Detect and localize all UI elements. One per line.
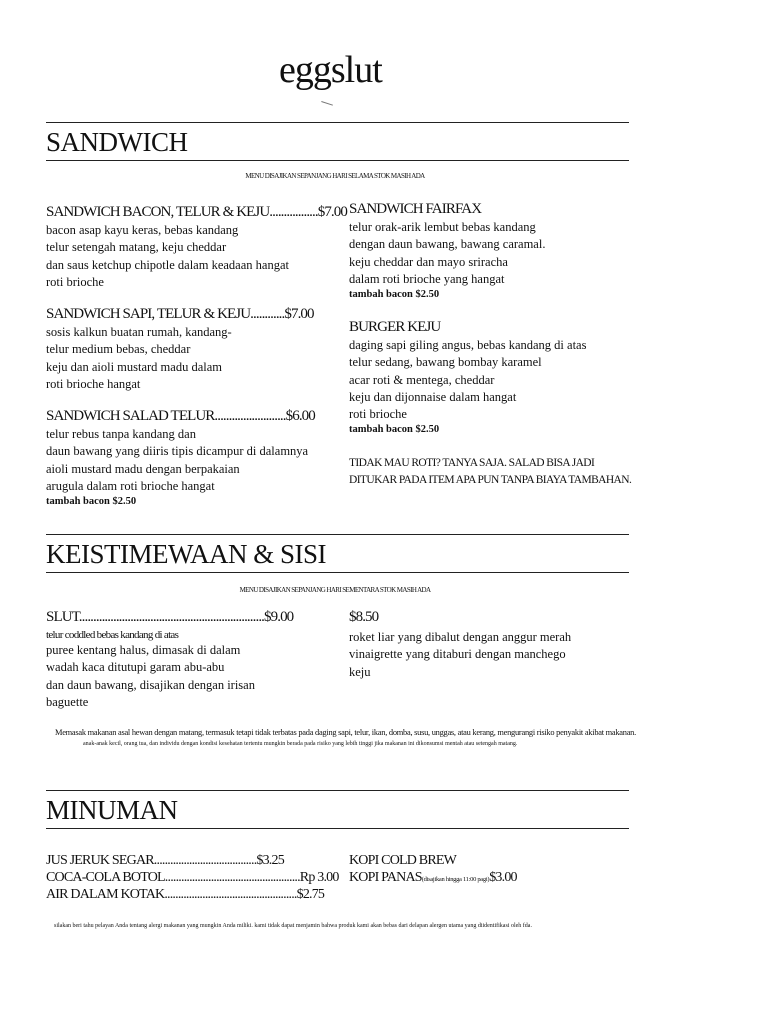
menu-item-slut	[46, 608, 293, 711]
description-line: dan saus ketchup chipotle dalam keadaan hangat	[46, 257, 289, 272]
menu-item	[46, 407, 315, 509]
item-title: SANDWICH FAIRFAX	[349, 201, 482, 217]
description-line: puree kentang halus, dimasak di dalam	[46, 643, 241, 657]
drink-price: $3.00	[489, 870, 517, 885]
description-line: sosis kalkun buatan rumah, kandang-	[46, 325, 232, 339]
description-line: roti brioche	[46, 274, 104, 289]
bread-swap-notice	[349, 455, 631, 489]
availability-note: MENU DISAJIKAN SEPANJANG HARI SEMENTARA STOK MASIH ADA	[239, 586, 431, 594]
description-line: acar roti & mentega, cheddar	[349, 372, 495, 387]
description-line: telur sedang, bawang bombay karamel	[349, 355, 542, 370]
item-title: SANDWICH SALAD TELUR.........................$6.00	[46, 408, 315, 424]
description-line: bacon asap kayu keras, bebas kandang	[46, 223, 239, 237]
description-line: keju dan aioli mustard madu dalam	[46, 359, 222, 374]
item-description	[46, 426, 315, 495]
addon-bacon: tambah bacon $2.50	[46, 496, 137, 508]
section-divider-top	[46, 122, 629, 123]
drink-item-cold-brew: KOPI COLD BREW	[349, 853, 457, 868]
description-line: dalam roti brioche yang hangat	[349, 271, 505, 286]
description-line: telur medium bebas, cheddar	[46, 342, 191, 357]
item-subtitle: telur coddled bebas kandang di atas	[46, 629, 179, 641]
salad-description	[349, 629, 571, 681]
item-description	[46, 642, 293, 711]
item-description	[46, 222, 347, 291]
menu-item	[46, 305, 314, 393]
notice-line: TIDAK MAU ROTI? TANYA SAJA. SALAD BISA JADI	[349, 457, 595, 469]
drink-item: COCA-COLA BOTOL..................................................Rp 3.00	[46, 870, 339, 885]
food-safety-warning: Memasak makanan asal hewan dengan matang, termasuk tetapi tidak terbatas pada daging sapi, telur, ikan, domba, susu, unggas, atau kerang, mengurangi risiko penyakit akibat makanan.	[55, 728, 636, 737]
item-title: SANDWICH SAPI, TELUR & KEJU............$7.00	[46, 306, 314, 322]
menu-item	[349, 318, 586, 437]
description-line: aioli mustard madu dengan berpakaian	[46, 461, 240, 476]
section-divider-top	[46, 534, 629, 535]
menu-item	[349, 200, 545, 302]
description-line: telur rebus tanpa kandang dan	[46, 427, 196, 441]
logo-underline-mark	[321, 95, 335, 105]
section-divider-top	[46, 790, 629, 791]
drink-item-hot-coffee	[349, 869, 517, 888]
drink-label: KOPI PANAS	[349, 870, 422, 885]
item-title: SANDWICH BACON, TELUR & KEJU.................$7.00	[46, 204, 347, 220]
description-line: baguette	[46, 694, 89, 709]
description-line: roket liar yang dibalut dengan anggur merah	[349, 630, 572, 644]
drinks-list-right	[349, 852, 517, 888]
description-line: dan daun bawang, disajikan dengan irisan	[46, 677, 255, 692]
description-line: keju	[349, 664, 371, 679]
allergy-notice: silakan beri tahu pelayan Anda tentang alergi makanan yang mungkin Anda miliki. kami tidak dapat menjamin bahwa produk kami akan bebas dari delapan alergen utama yang diidentifikasi oleh fda.	[54, 923, 532, 929]
description-line: wadah kaca ditutupi garam abu-abu	[46, 660, 225, 675]
section-divider-bottom	[46, 828, 629, 829]
item-title: BURGER KEJU	[349, 319, 441, 335]
description-line: keju dan dijonnaise dalam hangat	[349, 389, 517, 404]
brand-logo: eggslut	[279, 49, 382, 91]
item-title: SLUT.................................................................$9.00	[46, 609, 294, 625]
section-title-drinks: MINUMAN	[46, 795, 178, 825]
section-divider-bottom	[46, 572, 629, 573]
description-line: daun bawang yang diiris tipis dicampur di dalamnya	[46, 444, 309, 459]
section-title-specials: KEISTIMEWAAN & SISI	[46, 539, 326, 569]
description-line: vinaigrette yang ditaburi dengan manchego	[349, 647, 566, 662]
section-title-sandwich: SANDWICH	[46, 127, 188, 157]
drink-item: JUS JERUK SEGAR......................................$3.25	[46, 853, 284, 868]
description-line: roti brioche hangat	[46, 376, 141, 391]
drink-item: AIR DALAM KOTAK.................................................$2.75	[46, 887, 325, 902]
menu-item	[46, 203, 347, 291]
description-line: keju cheddar dan mayo sriracha	[349, 254, 508, 269]
description-line: roti brioche	[349, 407, 407, 422]
food-safety-warning-detail: anak-anak kecil, orang tua, dan individu dengan kondisi kesehatan tertentu mungkin berada pada risiko yang lebih tinggi jika makanan ini dikonsumsi mentah atau setengah matang.	[83, 741, 518, 747]
drinks-list-left	[46, 852, 339, 903]
item-description	[46, 324, 314, 393]
drink-serving-note: (disajikan hingga 11:00 pagi)	[421, 876, 490, 883]
description-line: telur setengah matang, keju cheddar	[46, 240, 227, 255]
addon-bacon: tambah bacon $2.50	[349, 289, 440, 301]
section-divider-bottom	[46, 160, 629, 161]
description-line: arugula dalam roti brioche hangat	[46, 478, 215, 493]
salad-price: $8.50	[349, 609, 379, 625]
item-description	[349, 219, 545, 288]
item-description	[349, 337, 586, 423]
description-line: telur orak-arik lembut bebas kandang	[349, 220, 536, 234]
description-line: dengan daun bawang, bawang caramal.	[349, 237, 546, 252]
description-line: daging sapi giling angus, bebas kandang di atas	[349, 338, 587, 352]
availability-note: MENU DISAJIKAN SEPANJANG HARI SELAMA STOK MASIH ADA	[245, 172, 425, 180]
addon-bacon: tambah bacon $2.50	[349, 424, 440, 436]
notice-line: DITUKAR PADA ITEM APA PUN TANPA BIAYA TAMBAHAN.	[349, 474, 632, 486]
